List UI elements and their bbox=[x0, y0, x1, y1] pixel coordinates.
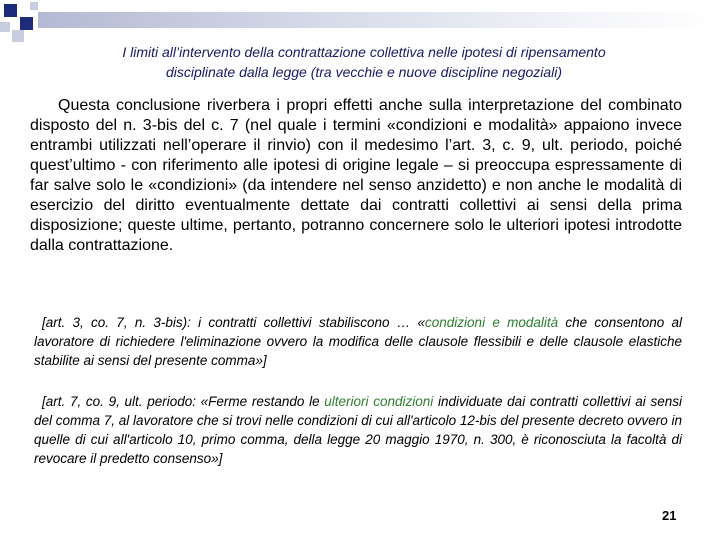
citation-text: [art. 3, co. 7, n. 3-bis): i contratti collettivi stabiliscono … « bbox=[42, 315, 426, 330]
citation-highlight: condizioni e modalità bbox=[425, 315, 559, 330]
decor-square bbox=[12, 30, 24, 42]
citation-highlight: ulteriori condizioni bbox=[324, 394, 434, 409]
citation-text: [art. 7, co. 9, ult. periodo: «Ferme restando le bbox=[42, 394, 325, 409]
slide-title-line-1: I limiti all’intervento della contrattazione collettiva nelle ipotesi di ripensamento bbox=[122, 44, 606, 60]
citation-art-3 bbox=[34, 313, 682, 370]
decor-square bbox=[30, 2, 38, 10]
decor-square bbox=[20, 17, 33, 30]
header-gradient-bar bbox=[38, 12, 720, 28]
slide-title bbox=[30, 42, 698, 82]
decor-square bbox=[4, 4, 17, 17]
body-paragraph: Questa conclusione riverbera i propri effetti anche sulla interpretazione del combinato disposto del n. 3-bis del c. 7 (nel quale i termini «condizioni e modalità» appaiono invece entrambi utilizzati nell’operare il rinvio) con il medesimo l’art. 3, c. 9, ult. periodo, poiché quest’ultimo - con riferimento alle ipotesi di origine legale – si preoccupa espressamente di far salve solo le «condizioni» (da intendere nel senso anzidetto) e non anche le modalità di esercizio del diritto eventualmente dettate dai contratti collettivi ai sensi della prima disposizione; queste ultime, pertanto, potranno concernere solo le ulteriori ipotesi introdotte dalla contrattazione. bbox=[30, 97, 682, 254]
citation-art-7 bbox=[34, 392, 682, 468]
citation-text: che consentono al lavoratore di richiedere l'eliminazione ovvero la modifica delle clausole flessibili e delle clausole elastiche stabilite ai sensi del presente comma»] bbox=[34, 315, 683, 368]
slide-title-line-2: disciplinate dalla legge (tra vecchie e nuove discipline negoziali) bbox=[165, 64, 563, 80]
page-number: 21 bbox=[662, 508, 677, 523]
citation-text: individuate dai contratti collettivi ai sensi del comma 7, al lavoratore che si trovi nelle condizioni di cui all'articolo 12-bis del presente decreto ovvero in quelle di cui all'articolo 10, primo comma, della legge 20 maggio 1970, n. 300, è riconosciuta la facoltà di revocare il predetto consenso»] bbox=[34, 394, 682, 466]
decor-square bbox=[0, 22, 10, 32]
